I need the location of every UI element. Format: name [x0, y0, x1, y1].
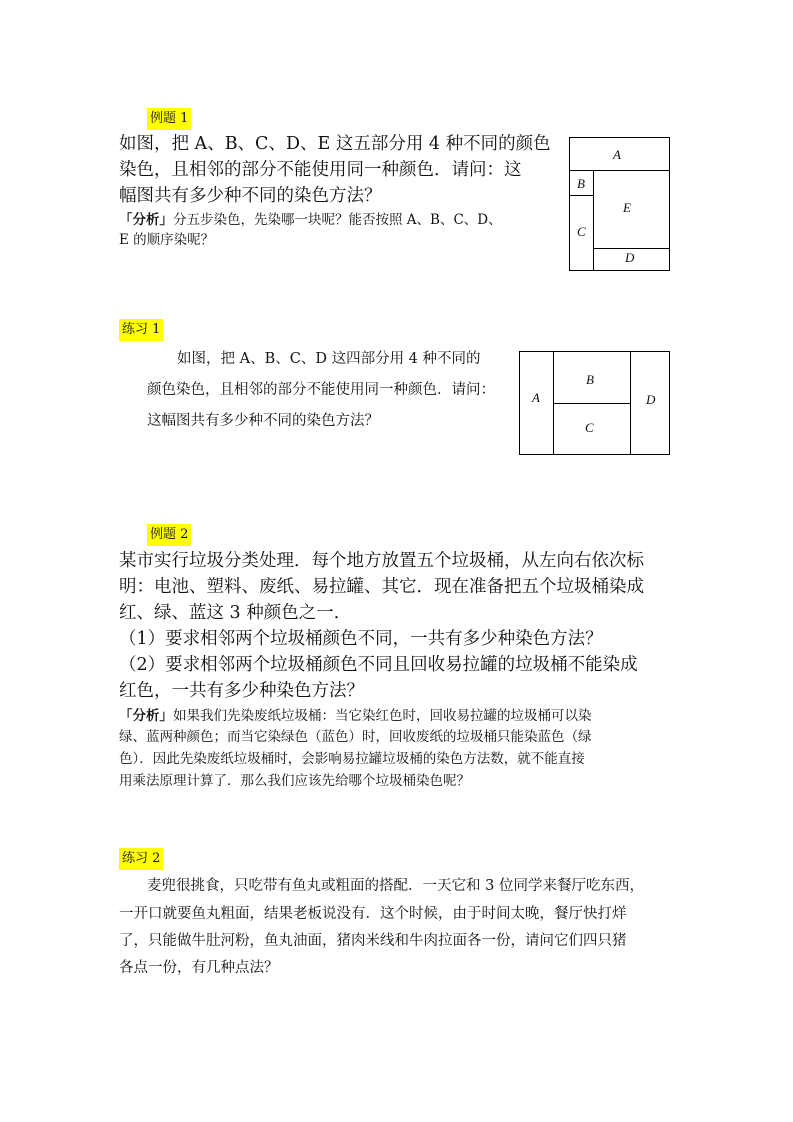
practice-1-tag: 练习 1 [119, 319, 163, 341]
region-c-label: C [585, 420, 594, 435]
example-1-tag: 例题 1 [147, 108, 191, 130]
example-2-line-6: 红色，一共有多少种染色方法？ [119, 681, 364, 701]
practice-2-line-4: 各点一份，有几种点法？ [119, 960, 279, 976]
region-b-label: B [577, 176, 585, 191]
example-2-line-1: 某市实行垃圾分类处理．每个地方放置五个垃圾桶，从左向右依次标 [119, 551, 644, 571]
example-2-line-2: 明：电池、塑料、废纸、易拉罐、其它．现在准备把五个垃圾桶染成 [119, 577, 644, 597]
example-2-analysis-line-1 [119, 707, 592, 726]
example-2-line-3: 红、绿、蓝这 3 种颜色之一． [119, 603, 352, 623]
practice-1-line-2: 颜色染色，且相邻的部分不能使用同一种颜色．请问： [147, 382, 495, 398]
example-1-question-line-1: 如图，把 A、B、C、D、E 这五部分用 4 种不同的颜色 [119, 134, 551, 154]
practice-2-line-1: 麦兜很挑食，只吃带有鱼丸或粗面的搭配．一天它和 3 位同学来餐厅吃东西， [147, 878, 644, 894]
figure-divider [553, 403, 631, 404]
analysis-label: 「分析」 [119, 212, 173, 228]
practice-2-line-2: 一开口就要鱼丸粗面，结果老板说没有．这个时候，由于时间太晚，餐厅快打烊 [119, 906, 627, 922]
figure-divider [570, 195, 594, 196]
region-b-label: B [586, 372, 594, 387]
example-1-analysis-text: 分五步染色，先染哪一块呢？能否按照 A、B、C、D、 [173, 212, 502, 228]
practice-1-line-1: 如图，把 A、B、C、D 这四部分用 4 种不同的 [177, 351, 481, 367]
region-c-label: C [577, 224, 586, 239]
example-2-analysis-line-3: 色）．因此先染废纸垃圾桶时，会影响易拉罐垃圾桶的染色方法数，就不能直接 [119, 751, 585, 767]
example-1-question-line-3: 幅图共有多少种不同的染色方法？ [119, 186, 382, 206]
figure-divider [593, 170, 594, 271]
region-d-label: D [625, 250, 635, 265]
example-2-line-4: （1）要求相邻两个垃圾桶颜色不同，一共有多少种染色方法？ [119, 629, 603, 649]
example-1-figure [569, 137, 670, 271]
region-a-label: A [532, 390, 540, 405]
example-2-line-5: （2）要求相邻两个垃圾桶颜色不同且回收易拉罐的垃圾桶不能染成 [119, 655, 638, 675]
practice-2-tag: 练习 2 [119, 848, 163, 870]
example-2-analysis-text: 如果我们先染废纸垃圾桶：当它染红色时，回收易拉罐的垃圾桶可以染 [173, 708, 592, 724]
practice-1-figure [519, 351, 670, 455]
figure-divider [570, 170, 670, 171]
practice-2-line-3: 了，只能做牛肚河粉，鱼丸油面，猪肉米线和牛肉拉面各一份，请问它们四只猪 [119, 933, 627, 949]
region-a-label: A [613, 147, 621, 162]
region-e-label: E [623, 200, 631, 215]
example-1-question-line-2: 染色，且相邻的部分不能使用同一种颜色．请问：这 [119, 160, 522, 180]
example-1-analysis-line-2: E 的顺序染呢？ [119, 232, 215, 248]
example-2-analysis-line-4: 用乘法原理计算了．那么我们应该先给哪个垃圾桶染色呢？ [119, 773, 470, 789]
practice-1-line-3: 这幅图共有多少种不同的染色方法？ [147, 413, 379, 429]
analysis-label: 「分析」 [119, 708, 173, 724]
example-2-tag: 例题 2 [147, 524, 191, 546]
example-1-analysis-line-1 [119, 211, 502, 230]
figure-divider [593, 248, 670, 249]
example-2-analysis-line-2: 绿、蓝两种颜色；而当它染绿色（蓝色）时，回收废纸的垃圾桶只能染蓝色（绿 [119, 729, 592, 745]
region-d-label: D [646, 392, 656, 407]
